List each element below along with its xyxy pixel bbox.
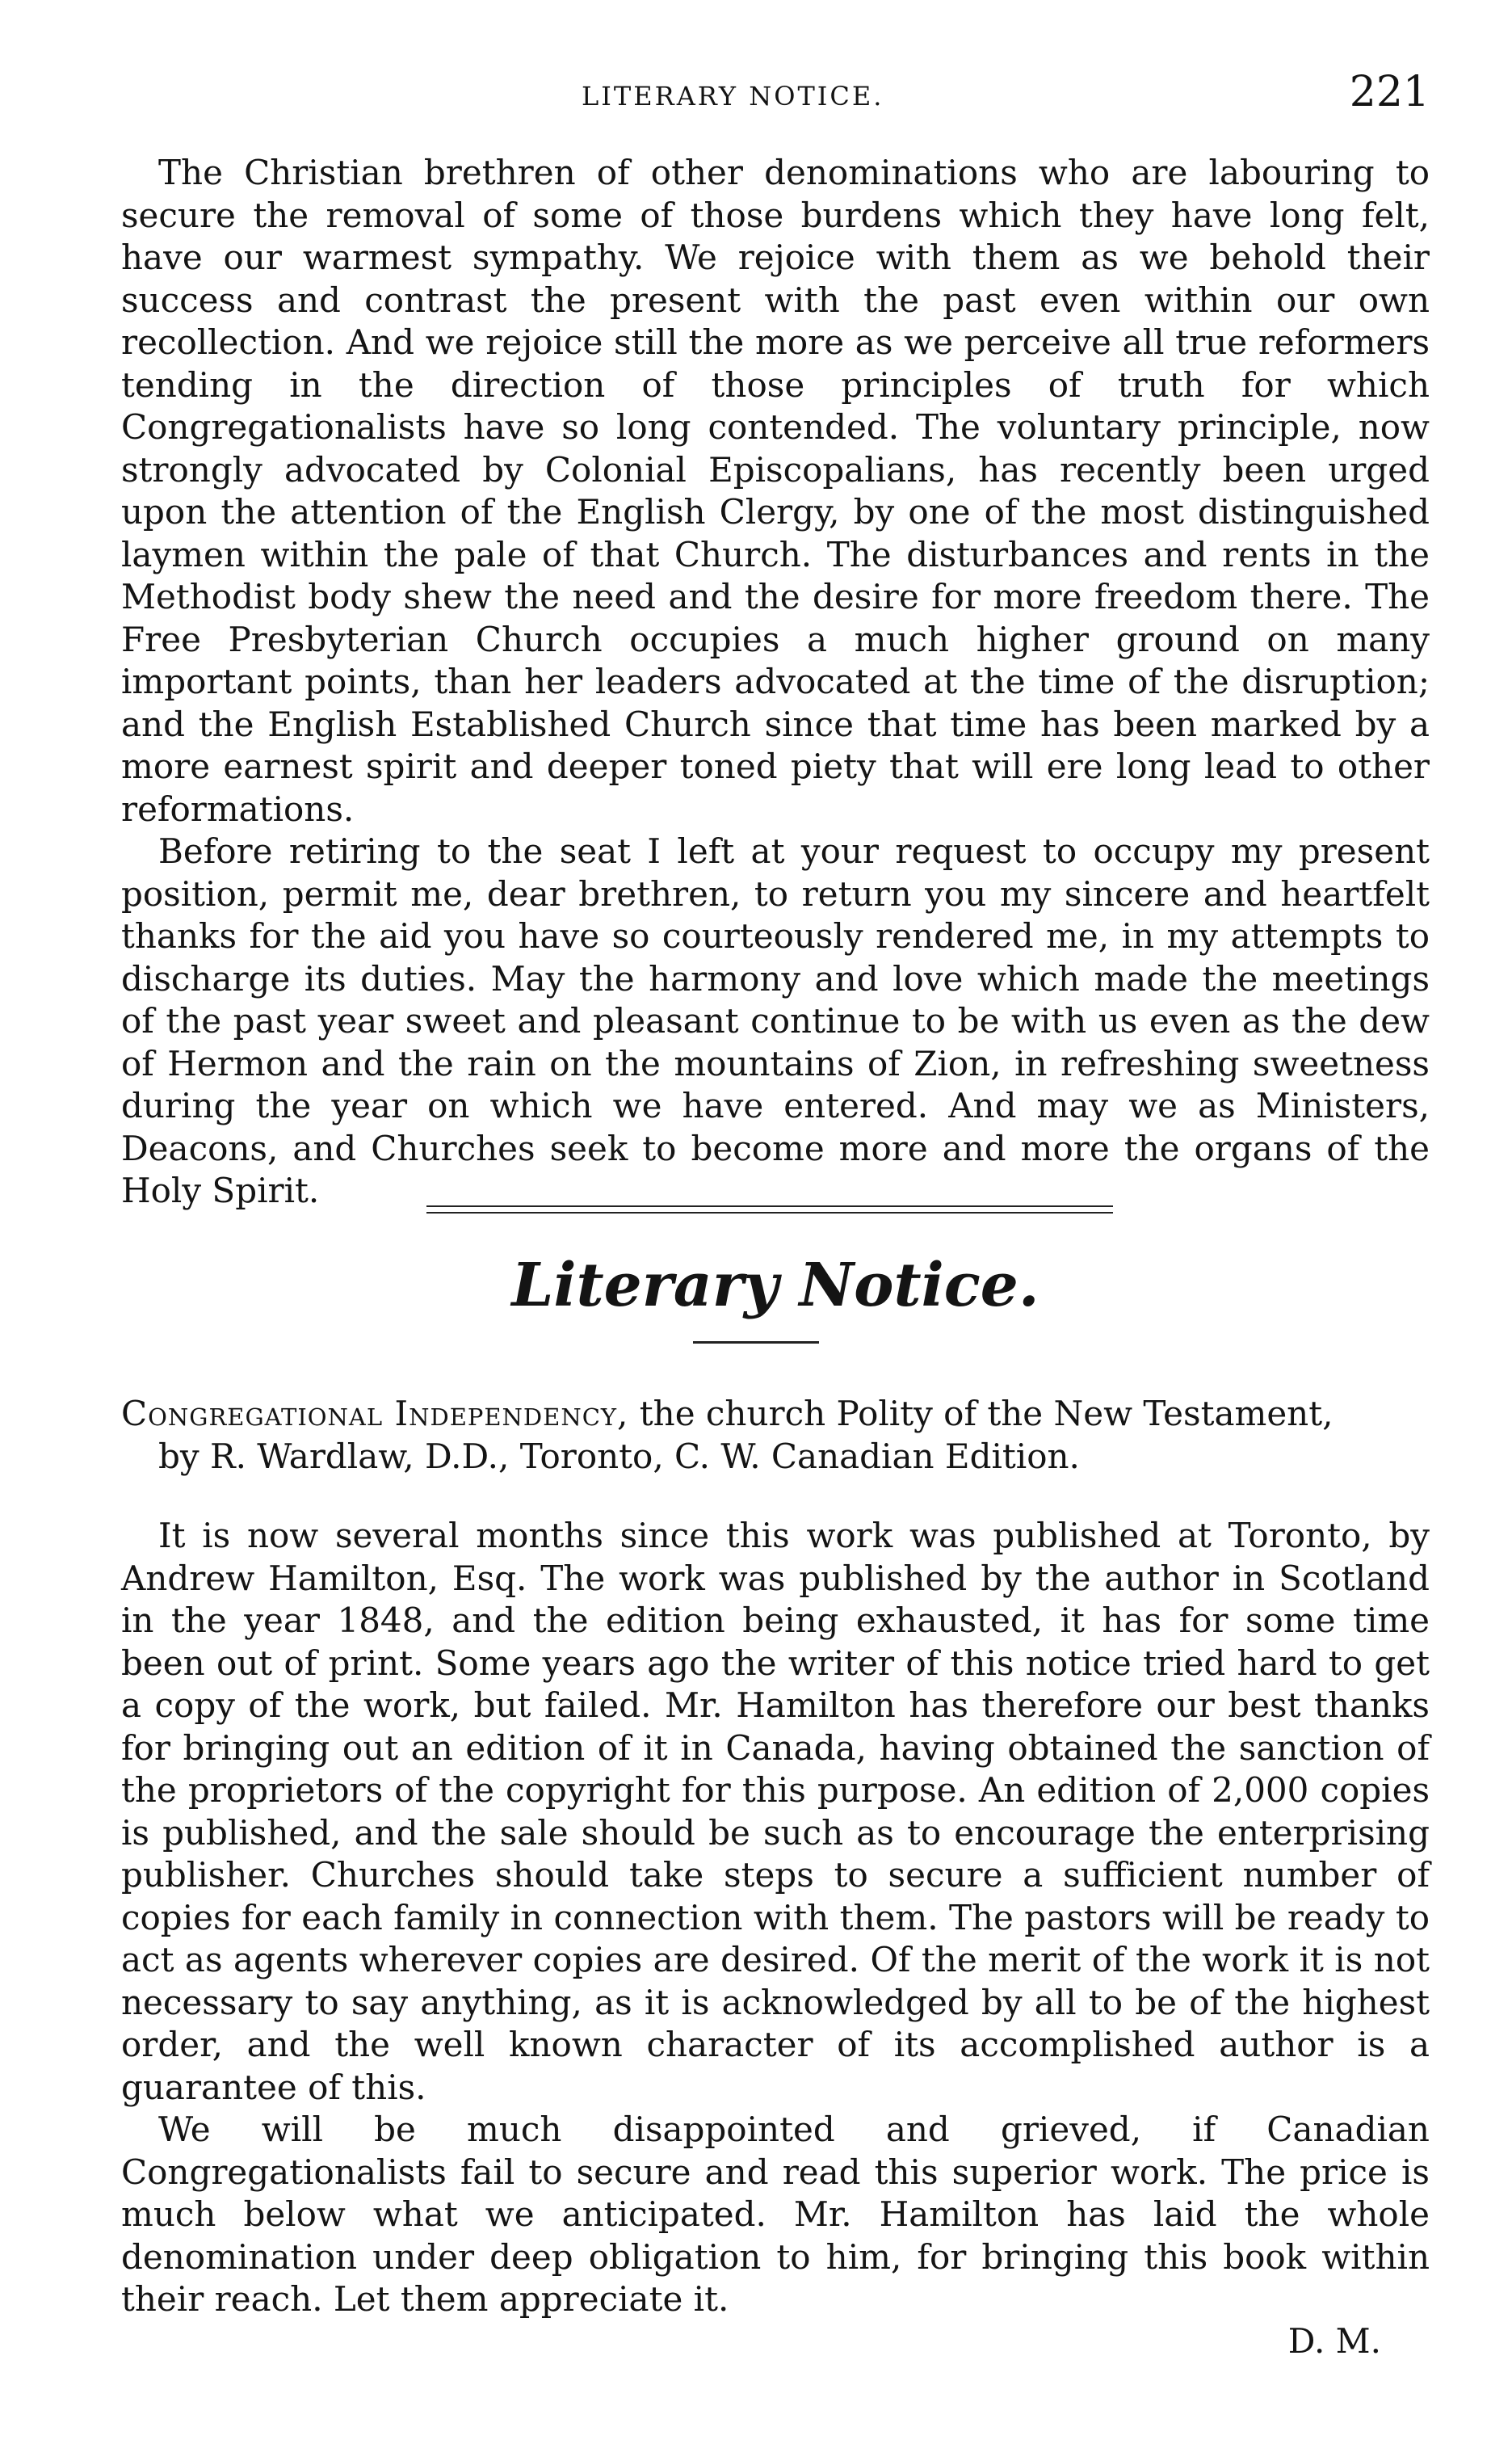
notice-body bbox=[121, 1515, 1430, 2321]
book-title: Congregational Independency, bbox=[121, 1394, 629, 1433]
book-byline: by R. Wardlaw, D.D., Toronto, C. W. Canadian Edition. bbox=[158, 1436, 1080, 1476]
paragraph: It is now several months since this work was published at Toronto, by Andrew Hamilton, Esq. The work was published by the author in Scotland in the year 1848, and the edition being exhausted, it has for some time been out of print. Some years ago the writer of this notice tried hard to get a copy of the work, but failed. Mr. Hamilton has therefore our best thanks for bringing out an edition of it in Canada, having obtained the sanction of the proprietors of the copyright for this purpose. An edition of 2,000 copies is published, and the sale should be such as to encourage the enterprising publisher. Churches should take steps to secure a sufficient number of copies for each family in connection with them. The pastors will be ready to act as agents wherever copies are desired. Of the merit of the work it is not necessary to say anything, as it is acknowledged by all to be of the highest order, and the well known character of its accomplished author is a guarantee of this. bbox=[121, 1516, 1430, 2107]
heading-underline bbox=[693, 1341, 819, 1344]
running-head bbox=[121, 66, 1430, 123]
page-number: 221 bbox=[1349, 68, 1430, 116]
section-divider bbox=[426, 1205, 1113, 1214]
author-signature: D. M. bbox=[1287, 2321, 1381, 2361]
book-entry bbox=[121, 1393, 1430, 1478]
running-title: LITERARY NOTICE. bbox=[582, 81, 884, 111]
paragraph: Before retiring to the seat I left at your request to occupy my present position, permit me, dear brethren, to return you my sincere and heartfelt thanks for the aid you have so courteously rendered me, in my attempts to discharge its duties. May the harmony and love which made the meetings of the past year sweet and pleasant continue to be with us even as the dew of Hermon and the rain on the mountains of Zion, in refreshing sweetness during the year on which we have entered. And may we as Ministers, Deacons, and Churches seek to become more and more the organs of the Holy Spirit. bbox=[121, 831, 1430, 1210]
article-continuation bbox=[121, 152, 1430, 1213]
paragraph: We will be much disappointed and grieved, if Canadian Congregationalists fail to secure and read this superior work. The price is much below what we anticipated. Mr. Hamilton has laid the whole denomination under deep obligation to him, for bringing this book within their reach. Let them appreciate it. bbox=[121, 2110, 1430, 2319]
book-description: the church Polity of the New Testament, bbox=[639, 1394, 1334, 1433]
section-heading: Literary Notice. bbox=[511, 1251, 1040, 1320]
paragraph: The Christian brethren of other denominations who are labouring to secure the removal of some of those burdens which they have long felt, have our warmest sympathy. We rejoice with them as we behold their success and contrast the present with the past even within our own recollection. And we rejoice still the more as we perceive all true reformers tending in the direction of those principles of truth for which Congregationalists have so long contended. The voluntary principle, now strongly advocated by Colonial Episcopalians, has recently been urged upon the attention of the English Clergy, by one of the most distinguished laymen within the pale of that Church. The disturbances and rents in the Methodist body shew the need and the desire for more freedom there. The Free Presbyterian Church occupies a much higher ground on many important points, than her leaders advocated at the time of the disruption; and the English Established Church since that time has been marked by a more earnest spirit and deeper toned piety that will ere long lead to other reformations. bbox=[121, 153, 1430, 829]
